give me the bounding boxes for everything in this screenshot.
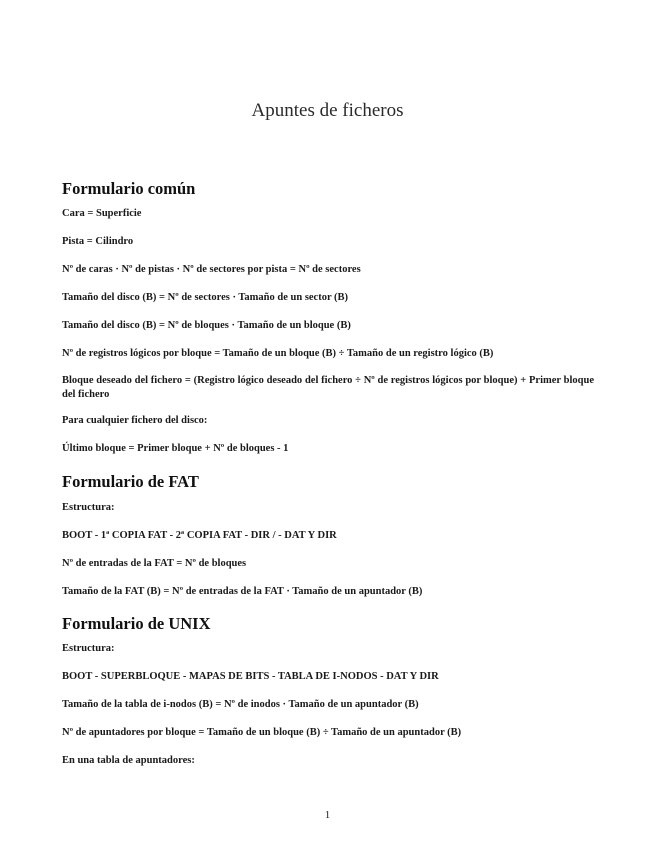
section-heading-formulario-fat: Formulario de FAT bbox=[62, 472, 199, 491]
formula-line: Estructura: bbox=[62, 502, 115, 513]
formula-line: Cara = Superficie bbox=[62, 208, 142, 219]
formula-line: Pista = Cilindro bbox=[62, 236, 134, 247]
formula-line: Último bloque = Primer bloque + Nº de bloques - 1 bbox=[62, 443, 289, 454]
formula-line: Nº de registros lógicos por bloque = Tamaño de un bloque (B) ÷ Tamaño de un registro lógico (B) bbox=[62, 348, 494, 359]
formula-line: BOOT - SUPERBLOQUE - MAPAS DE BITS - TABLA DE I-NODOS - DAT Y DIR bbox=[62, 671, 439, 682]
section-heading-formulario-unix: Formulario de UNIX bbox=[62, 614, 211, 633]
formula-line: Para cualquier fichero del disco: bbox=[62, 415, 208, 426]
page-number: 1 bbox=[324, 809, 331, 821]
formula-line: Estructura: bbox=[62, 643, 115, 654]
formula-line: BOOT - 1ª COPIA FAT - 2ª COPIA FAT - DIR / - DAT Y DIR bbox=[62, 530, 337, 541]
formula-line: Tamaño de la tabla de i-nodos (B) = Nº de inodos · Tamaño de un apuntador (B) bbox=[62, 699, 419, 710]
formula-line: Nº de apuntadores por bloque = Tamaño de un bloque (B) ÷ Tamaño de un apuntador (B) bbox=[62, 727, 462, 738]
formula-line: Tamaño del disco (B) = Nº de sectores · Tamaño de un sector (B) bbox=[62, 292, 349, 303]
formula-line: En una tabla de apuntadores: bbox=[62, 755, 195, 766]
formula-line: Nº de entradas de la FAT = Nº de bloques bbox=[62, 558, 247, 569]
document-title: Apuntes de ficheros bbox=[251, 100, 404, 121]
formula-line: Nº de caras · Nº de pistas · Nº de sectores por pista = Nº de sectores bbox=[62, 264, 361, 275]
formula-line: Tamaño del disco (B) = Nº de bloques · Tamaño de un bloque (B) bbox=[62, 320, 351, 331]
formula-line: Tamaño de la FAT (B) = Nº de entradas de la FAT · Tamaño de un apuntador (B) bbox=[62, 586, 423, 597]
formula-line: Bloque deseado del fichero = (Registro lógico deseado del fichero ÷ Nº de registros lógicos por bloque) + Primer bloque del fichero bbox=[62, 375, 594, 400]
section-heading-formulario-comun: Formulario común bbox=[62, 179, 196, 198]
